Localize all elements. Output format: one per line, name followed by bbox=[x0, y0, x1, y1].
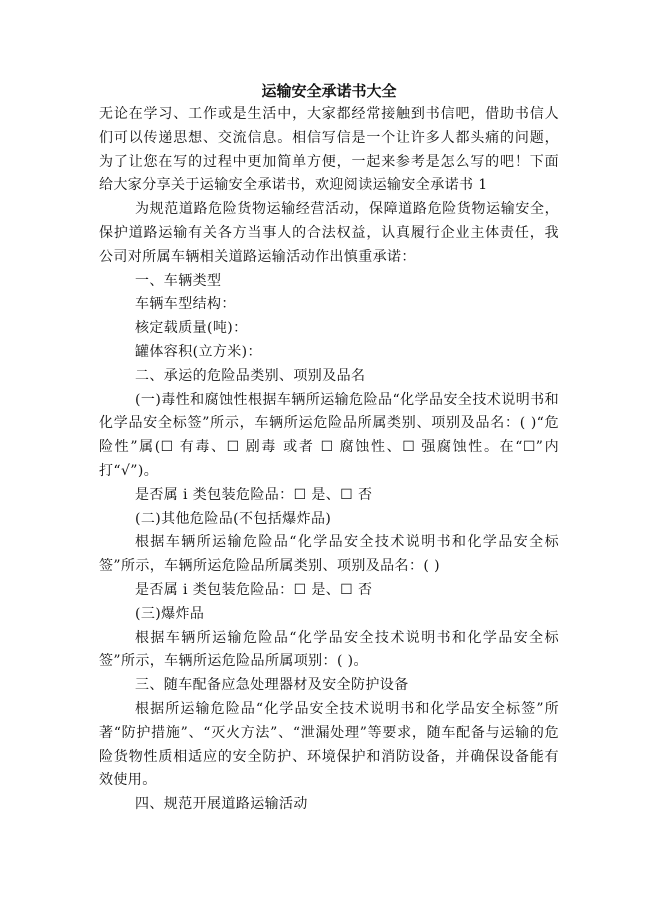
paragraph: 三、随车配备应急处理器材及安全防护设备 bbox=[135, 677, 409, 694]
paragraph: 罐体容积(立方米)： bbox=[135, 343, 262, 360]
paragraph: 车辆车型结构： bbox=[135, 296, 236, 313]
paragraph: 一、车辆类型 bbox=[135, 272, 222, 289]
paragraph: 是否属 i 类包装危险品：☐ 是、☐ 否 bbox=[135, 486, 373, 503]
paragraph: 根据车辆所运输危险品“化学品安全技术说明书和化学品安全标签”所示，车辆所运危险品所属项别：( )。 bbox=[99, 629, 559, 670]
paragraph: (一)毒性和腐蚀性根据车辆所运输危险品“化学品安全技术说明书和化学品安全标签”所示，车辆所运危险品所属类别、项别及品名：( )“危险性”属(☐ 有毒、☐ 剧毒 或者 ☐ 腐蚀性、☐ 强腐蚀性。在“☐”内打“√”)。 bbox=[99, 391, 559, 479]
paragraph: 二、承运的危险品类别、项别及品名 bbox=[135, 367, 366, 384]
page-title: 运输安全承诺书大全 bbox=[261, 82, 397, 100]
paragraph: (三)爆炸品 bbox=[135, 605, 205, 622]
paragraph: (二)其他危险品(不包括爆炸品) bbox=[135, 510, 332, 527]
paragraph: 是否属 i 类包装危险品：☐ 是、☐ 否 bbox=[135, 581, 373, 598]
document-body bbox=[99, 79, 559, 817]
paragraph: 核定载质量(吨)： bbox=[135, 320, 248, 337]
paragraph: 四、规范开展道路运输活动 bbox=[135, 796, 308, 813]
paragraph: 为规范道路危险货物运输经营活动，保障道路危险货物运输安全，保护道路运输有关各方当事人的合法权益，认真履行企业主体责任，我公司对所属车辆相关道路运输活动作出慎重承诺： bbox=[99, 201, 559, 265]
paragraph: 根据所运输危险品“化学品安全技术说明书和化学品安全标签”所著“防护措施”、“灭火方法”、“泄漏处理”等要求，随车配备与运输的危险货物性质相适应的安全防护、环境保护和消防设备，并确保设备能有效使用。 bbox=[99, 700, 559, 789]
paragraph: 无论在学习、工作或是生活中，大家都经常接触到书信吧，借助书信人们可以传递思想、交流信息。相信写信是一个让许多人都头痛的问题，为了让您在写的过程中更加简单方便，一起来参考是怎么写的吧！下面给大家分享关于运输安全承诺书，欢迎阅读运输安全承诺书 1 bbox=[99, 106, 559, 194]
paragraph: 根据车辆所运输危险品“化学品安全技术说明书和化学品安全标签”所示，车辆所运危险品所属类别、项别及品名：( ) bbox=[99, 534, 559, 575]
paragraph-list bbox=[99, 103, 559, 817]
